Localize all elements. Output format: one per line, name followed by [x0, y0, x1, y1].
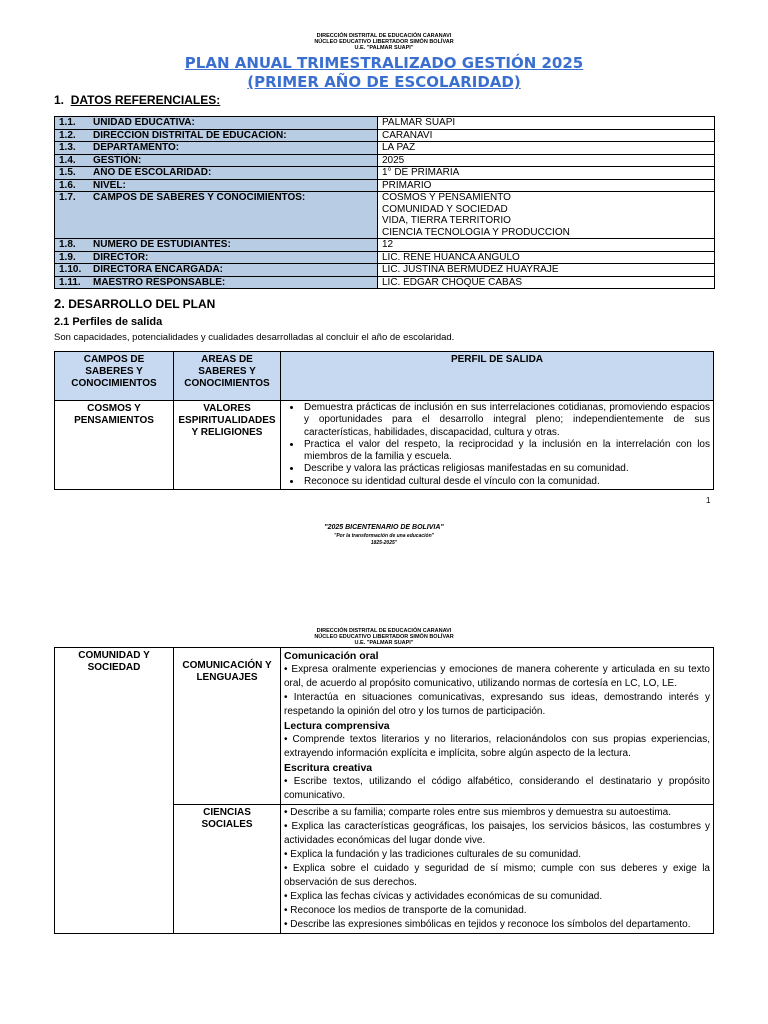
datos-value: COMUNIDAD Y SOCIEDAD	[382, 203, 508, 215]
datos-value: CIENCIA TECNOLOGIA Y PRODUCCION	[382, 226, 570, 238]
datos-number: 1.3.	[59, 142, 76, 153]
datos-value: PALMAR SUAPI	[382, 117, 456, 128]
datos-key-cell	[55, 129, 378, 142]
datos-key: CAMPOS DE SABERES Y CONOCIMIENTOS:	[93, 192, 306, 203]
section-2-label: DESARROLLO DEL PLAN	[68, 297, 216, 311]
campo-cell: COMUNIDAD Y SOCIEDAD	[55, 648, 174, 934]
perfil-salida-table	[54, 351, 714, 490]
datos-number: 1.2.	[59, 129, 76, 141]
perfil-bullet: • Practica el valor del respeto, la reciprocidad y la inclusión en la interrelación con los miembros de la familia y escuela.	[302, 439, 710, 464]
section-2-1-description: Son capacidades, potencialidades y cualidades desarrolladas al concluir el año de escolaridad.	[54, 332, 455, 343]
datos-value: LIC. JUSTINA BERMUDEZ HUAYRAJE	[382, 264, 559, 275]
datos-key: AÑO DE ESCOLARIDAD:	[93, 167, 212, 178]
datos-value: PRIMARIO	[382, 179, 432, 191]
header-areas: AREAS DE SABERES Y CONOCIMIENTOS	[174, 352, 281, 401]
datos-row	[55, 239, 715, 252]
footer-line3: 1825-2025"	[370, 540, 398, 546]
section-1-number: 1.	[54, 93, 65, 107]
datos-key: GESTIÓN:	[93, 154, 142, 166]
header-line2: NÚCLEO EDUCATIVO LIBERTADOR SIMÓN BOLÍVAR	[314, 634, 454, 640]
datos-key-cell	[55, 117, 378, 130]
datos-value-cell	[378, 192, 715, 239]
datos-row	[55, 179, 715, 192]
datos-value-cell	[378, 264, 715, 277]
perfil-bullet: • Describe y valora las prácticas religiosas manifestadas en su comunidad.	[302, 463, 710, 475]
perfil-item: • Reconoce los medios de transporte de la comunidad.	[284, 905, 527, 916]
section-1-label: DATOS REFERENCIALES:	[70, 93, 221, 107]
datos-row	[55, 251, 715, 264]
datos-value: 12	[382, 239, 394, 250]
header-campos: CAMPOS DE SABERES Y CONOCIMIENTOS	[55, 352, 174, 401]
datos-number: 1.9.	[59, 251, 76, 263]
datos-value-cell	[378, 276, 715, 289]
datos-key-cell	[55, 239, 378, 252]
datos-number: 1.10.	[59, 264, 82, 275]
datos-key-cell	[55, 179, 378, 192]
header-line3: U.E. "PALMAR SUAPI"	[354, 640, 414, 646]
header-line1: DIRECCIÓN DISTRITAL DE EDUCACIÓN CARANAVI	[316, 628, 452, 634]
datos-row	[55, 117, 715, 130]
datos-number: 1.11.	[59, 276, 81, 288]
title-line1: PLAN ANUAL TRIMESTRALIZADO GESTIÓN 2025	[184, 54, 584, 72]
datos-row	[55, 142, 715, 155]
datos-key: NUMERO DE ESTUDIANTES:	[93, 239, 231, 250]
perfil-cell-comunicacion	[281, 648, 714, 805]
campo-cell: COSMOS Y PENSAMIENTOS	[55, 401, 174, 490]
perfil-cell	[281, 401, 714, 490]
datos-key: UNIDAD EDUCATIVA:	[93, 117, 195, 128]
datos-key-cell	[55, 142, 378, 155]
datos-value-cell	[378, 117, 715, 130]
datos-number: 1.6.	[59, 179, 76, 191]
datos-number: 1.1.	[59, 117, 76, 128]
datos-row	[55, 154, 715, 167]
subsection-heading: Lectura comprensiva	[284, 720, 390, 732]
datos-value: LIC. RENE HUANCA ANGULO	[382, 251, 520, 263]
datos-key-cell	[55, 167, 378, 180]
perfil-item: • Describe a su familia; comparte roles entre sus miembros y demuestra su autoestima.	[284, 807, 671, 818]
perfil-item: • Explica sobre el cuidado y seguridad de sí mismo; cumple con sus deberes y exige la observación de sus derechos.	[284, 863, 710, 888]
datos-value-cell	[378, 142, 715, 155]
section-2-number: 2.	[54, 296, 65, 311]
perfil-cell-ciencias-sociales	[281, 805, 714, 934]
section-2-1-heading: 2.1 Perfiles de salida	[54, 316, 163, 328]
datos-key-cell	[55, 251, 378, 264]
perfil-item: • Explica las características geográficas, los paisajes, los servicios básicos, las costumbres y actividades económicas del lugar donde vive.	[284, 821, 710, 846]
datos-value: 2025	[382, 154, 405, 166]
datos-row	[55, 129, 715, 142]
area-cell-comunicacion: COMUNICACIÓN Y LENGUAJES	[174, 648, 281, 805]
datos-key: DEPARTAMENTO:	[93, 142, 180, 153]
datos-value-cell	[378, 167, 715, 180]
datos-value: COSMOS Y PENSAMIENTO	[382, 192, 511, 203]
datos-key-cell	[55, 154, 378, 167]
datos-value: VIDA, TIERRA TERRITORIO	[382, 215, 511, 226]
datos-value: LA PAZ	[382, 142, 416, 153]
area-cell: VALORES ESPIRITUALIDADES Y RELIGIONES	[174, 401, 281, 490]
datos-value-cell	[378, 154, 715, 167]
datos-key: DIRECCION DISTRITAL DE EDUCACION:	[93, 129, 287, 141]
perfil-item: • Comprende textos literarios y no literarios, relacionándolos con sus propias experiencias, extrayendo información explícita e implícita, sobre algún aspecto de la lectura.	[284, 734, 710, 759]
datos-number: 1.8.	[59, 239, 76, 250]
section-2-heading	[54, 296, 215, 311]
subsection-heading: Escritura creativa	[284, 762, 373, 774]
datos-value-cell	[378, 129, 715, 142]
header-line2: NÚCLEO EDUCATIVO LIBERTADOR SIMÓN BOLÍVAR	[314, 39, 454, 45]
table-row	[55, 401, 714, 490]
perfil-bullet-list	[284, 402, 710, 488]
document-title	[0, 54, 768, 92]
datos-key: DIRECTORA ENCARGADA:	[93, 264, 223, 275]
perfil-item: • Escribe textos, utilizando el código alfabético, considerando el destinatario y propósito comunicativo.	[284, 776, 710, 801]
datos-value: CARANAVI	[382, 129, 433, 141]
datos-key: DIRECTOR:	[93, 251, 149, 263]
table-row	[55, 648, 714, 805]
section-1-heading	[54, 93, 220, 107]
datos-row	[55, 167, 715, 180]
perfil-salida-table-continued	[54, 647, 714, 934]
perfil-item: • Interactúa en situaciones comunicativas, expresando sus ideas, demostrando interés y respetando la opinión del otro y los turnos de participación.	[284, 692, 710, 717]
perfil-item: • Expresa oralmente experiencias y emociones de manera coherente y articulada en su texto oral, de acuerdo al propósito comunicativo, utilizando normas de cortesía en LC, LO, LE.	[284, 664, 710, 689]
footer-line2: "Por la transformación de una educación"	[333, 533, 435, 539]
datos-value-cell	[378, 179, 715, 192]
perfil-item: • Explica la fundación y las tradiciones culturales de su comunidad.	[284, 849, 581, 860]
perfil-bullet: • Demuestra prácticas de inclusión en sus interrelaciones cotidianas, promoviendo espacios y oportunidades para el desarrollo integral pleno; independientemente de sus características, habilidades, discapacidad, cultura y otras.	[302, 402, 710, 439]
datos-value: 1° DE PRIMARIA	[382, 167, 460, 178]
datos-row	[55, 192, 715, 239]
footer-motto: "2025 BICENTENARIO DE BOLIVIA"	[324, 524, 444, 531]
datos-value-cell	[378, 251, 715, 264]
datos-key: NIVEL:	[93, 179, 126, 191]
area-cell-ciencias-sociales: CIENCIAS SOCIALES	[174, 805, 281, 934]
page-2-header	[0, 628, 768, 646]
datos-key-cell	[55, 276, 378, 289]
datos-key-cell	[55, 264, 378, 277]
title-line2: (PRIMER AÑO DE ESCOLARIDAD)	[247, 73, 521, 91]
datos-number: 1.4.	[59, 154, 76, 166]
perfil-bullet: • Reconoce su identidad cultural desde el vínculo con la comunidad.	[302, 476, 710, 488]
header-perfil: PERFIL DE SALIDA	[281, 352, 714, 401]
datos-key: MAESTRO RESPONSABLE:	[93, 276, 226, 288]
page-header	[0, 33, 768, 51]
datos-value: LIC. EDGAR CHOQUE CABAS	[382, 276, 523, 288]
datos-number: 1.7.	[59, 192, 76, 203]
datos-key-cell	[55, 192, 378, 239]
perfil-item: • Explica las fechas cívicas y actividades económicas de su comunidad.	[284, 891, 603, 902]
datos-row	[55, 276, 715, 289]
datos-referenciales-table	[54, 116, 715, 289]
header-line1: DIRECCIÓN DISTRITAL DE EDUCACIÓN CARANAVI	[316, 33, 452, 39]
perfil-item: • Describe las expresiones simbólicas en tejidos y reconoce los símbolos del departamento.	[284, 919, 691, 930]
datos-number: 1.5.	[59, 167, 76, 178]
datos-value-cell	[378, 239, 715, 252]
page-number: 1	[706, 496, 711, 505]
datos-row	[55, 264, 715, 277]
header-line3: U.E. "PALMAR SUAPI"	[354, 45, 414, 51]
subsection-heading: Comunicación oral	[284, 650, 379, 662]
